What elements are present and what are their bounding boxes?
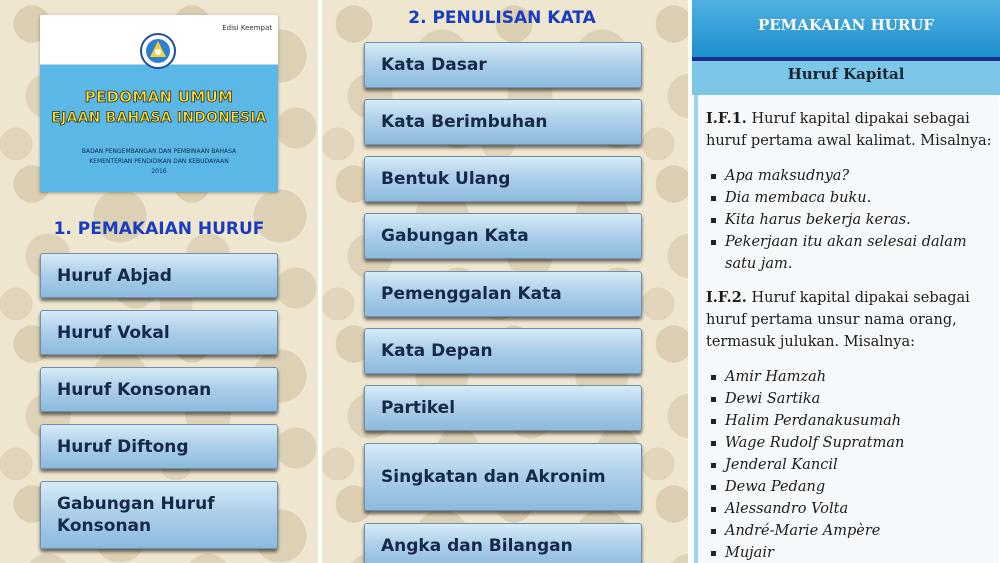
tut-wuri-handayani-logo-icon [140,33,176,69]
menu-button-huruf-abjad[interactable]: Huruf Abjad [40,253,278,298]
menu-button-angka-dan-bilangan[interactable]: Angka dan Bilangan [364,523,642,563]
rule-1-code: I.F.1. [706,110,747,127]
rule-2-paragraph [706,287,996,353]
menu-button-kata-depan[interactable]: Kata Depan [364,328,642,374]
rule-1-examples [706,165,996,275]
menu-button-huruf-konsonan[interactable]: Huruf Konsonan [40,367,278,412]
list-item: André-Marie Ampère [706,520,996,542]
list-item: Dewi Sartika [706,388,996,410]
cover-edition: Edisi Keempat [222,24,272,32]
detail-header-title: PEMAKAIAN HURUF [692,0,1000,57]
book-cover [40,15,278,192]
menu-screen-penulisan-kata [322,0,688,563]
section-title-penulisan-kata: 2. PENULISAN KATA [408,8,596,28]
menu-button-bentuk-ulang[interactable]: Bentuk Ulang [364,156,642,202]
rule-2-text: Huruf kapital dipakai sebagai huruf pertama unsur nama orang, termasuk julukan. Misalnya: [706,290,970,350]
cover-title-line1: PEDOMAN UMUM [84,88,234,106]
cover-subtitle-line1: BADAN PENGEMBANGAN DAN PEMBINAAN BAHASA [81,148,237,155]
list-item: Halim Perdanakusumah [706,410,996,432]
list-item: Alessandro Volta [706,498,996,520]
rule-1-paragraph [706,108,996,152]
list-item: Mujair [706,542,996,563]
menu-button-kata-dasar[interactable]: Kata Dasar [364,42,642,88]
detail-screen-huruf-kapital [692,0,1000,563]
section-title-pemakaian-huruf: 1. PEMAKAIAN HURUF [53,219,265,239]
list-item: Kita harus bekerja keras. [706,209,996,231]
menu-button-partikel[interactable]: Partikel [364,385,642,431]
detail-subheader: Huruf Kapital [692,61,1000,95]
menu-button-gabungan-kata[interactable]: Gabungan Kata [364,213,642,259]
list-item: Dia membaca buku. [706,187,996,209]
rule-2-examples [706,366,996,563]
rule-2-code: I.F.2. [706,289,747,306]
menu-button-kata-berimbuhan[interactable]: Kata Berimbuhan [364,99,642,145]
list-item: Wage Rudolf Supratman [706,432,996,454]
detail-content [694,95,998,563]
list-item: Amir Hamzah [706,366,996,388]
menu-screen-pemakaian-huruf [0,0,318,563]
cover-subtitle-line2: KEMENTERIAN PENDIDIKAN DAN KEBUDAYAAN [89,158,229,165]
cover-title-line2: EJAAN BAHASA INDONESIA [51,110,267,126]
menu-button-singkatan-dan-akronim[interactable]: Singkatan dan Akronim [364,443,642,511]
list-item: Pekerjaan itu akan selesai dalam satu jam. [706,231,996,275]
list-item: Apa maksudnya? [706,165,996,187]
rule-1-text: Huruf kapital dipakai sebagai huruf pertama awal kalimat. Misalnya: [706,111,992,149]
menu-button-huruf-vokal[interactable]: Huruf Vokal [40,310,278,355]
cover-year: 2016 [151,168,167,175]
list-item: Jenderal Kancil [706,454,996,476]
list-item: Dewa Pedang [706,476,996,498]
menu-button-huruf-diftong[interactable]: Huruf Diftong [40,424,278,469]
menu-button-pemenggalan-kata[interactable]: Pemenggalan Kata [364,271,642,317]
menu-button-gabungan-huruf-konsonan[interactable]: Gabungan Huruf Konsonan [40,481,278,549]
